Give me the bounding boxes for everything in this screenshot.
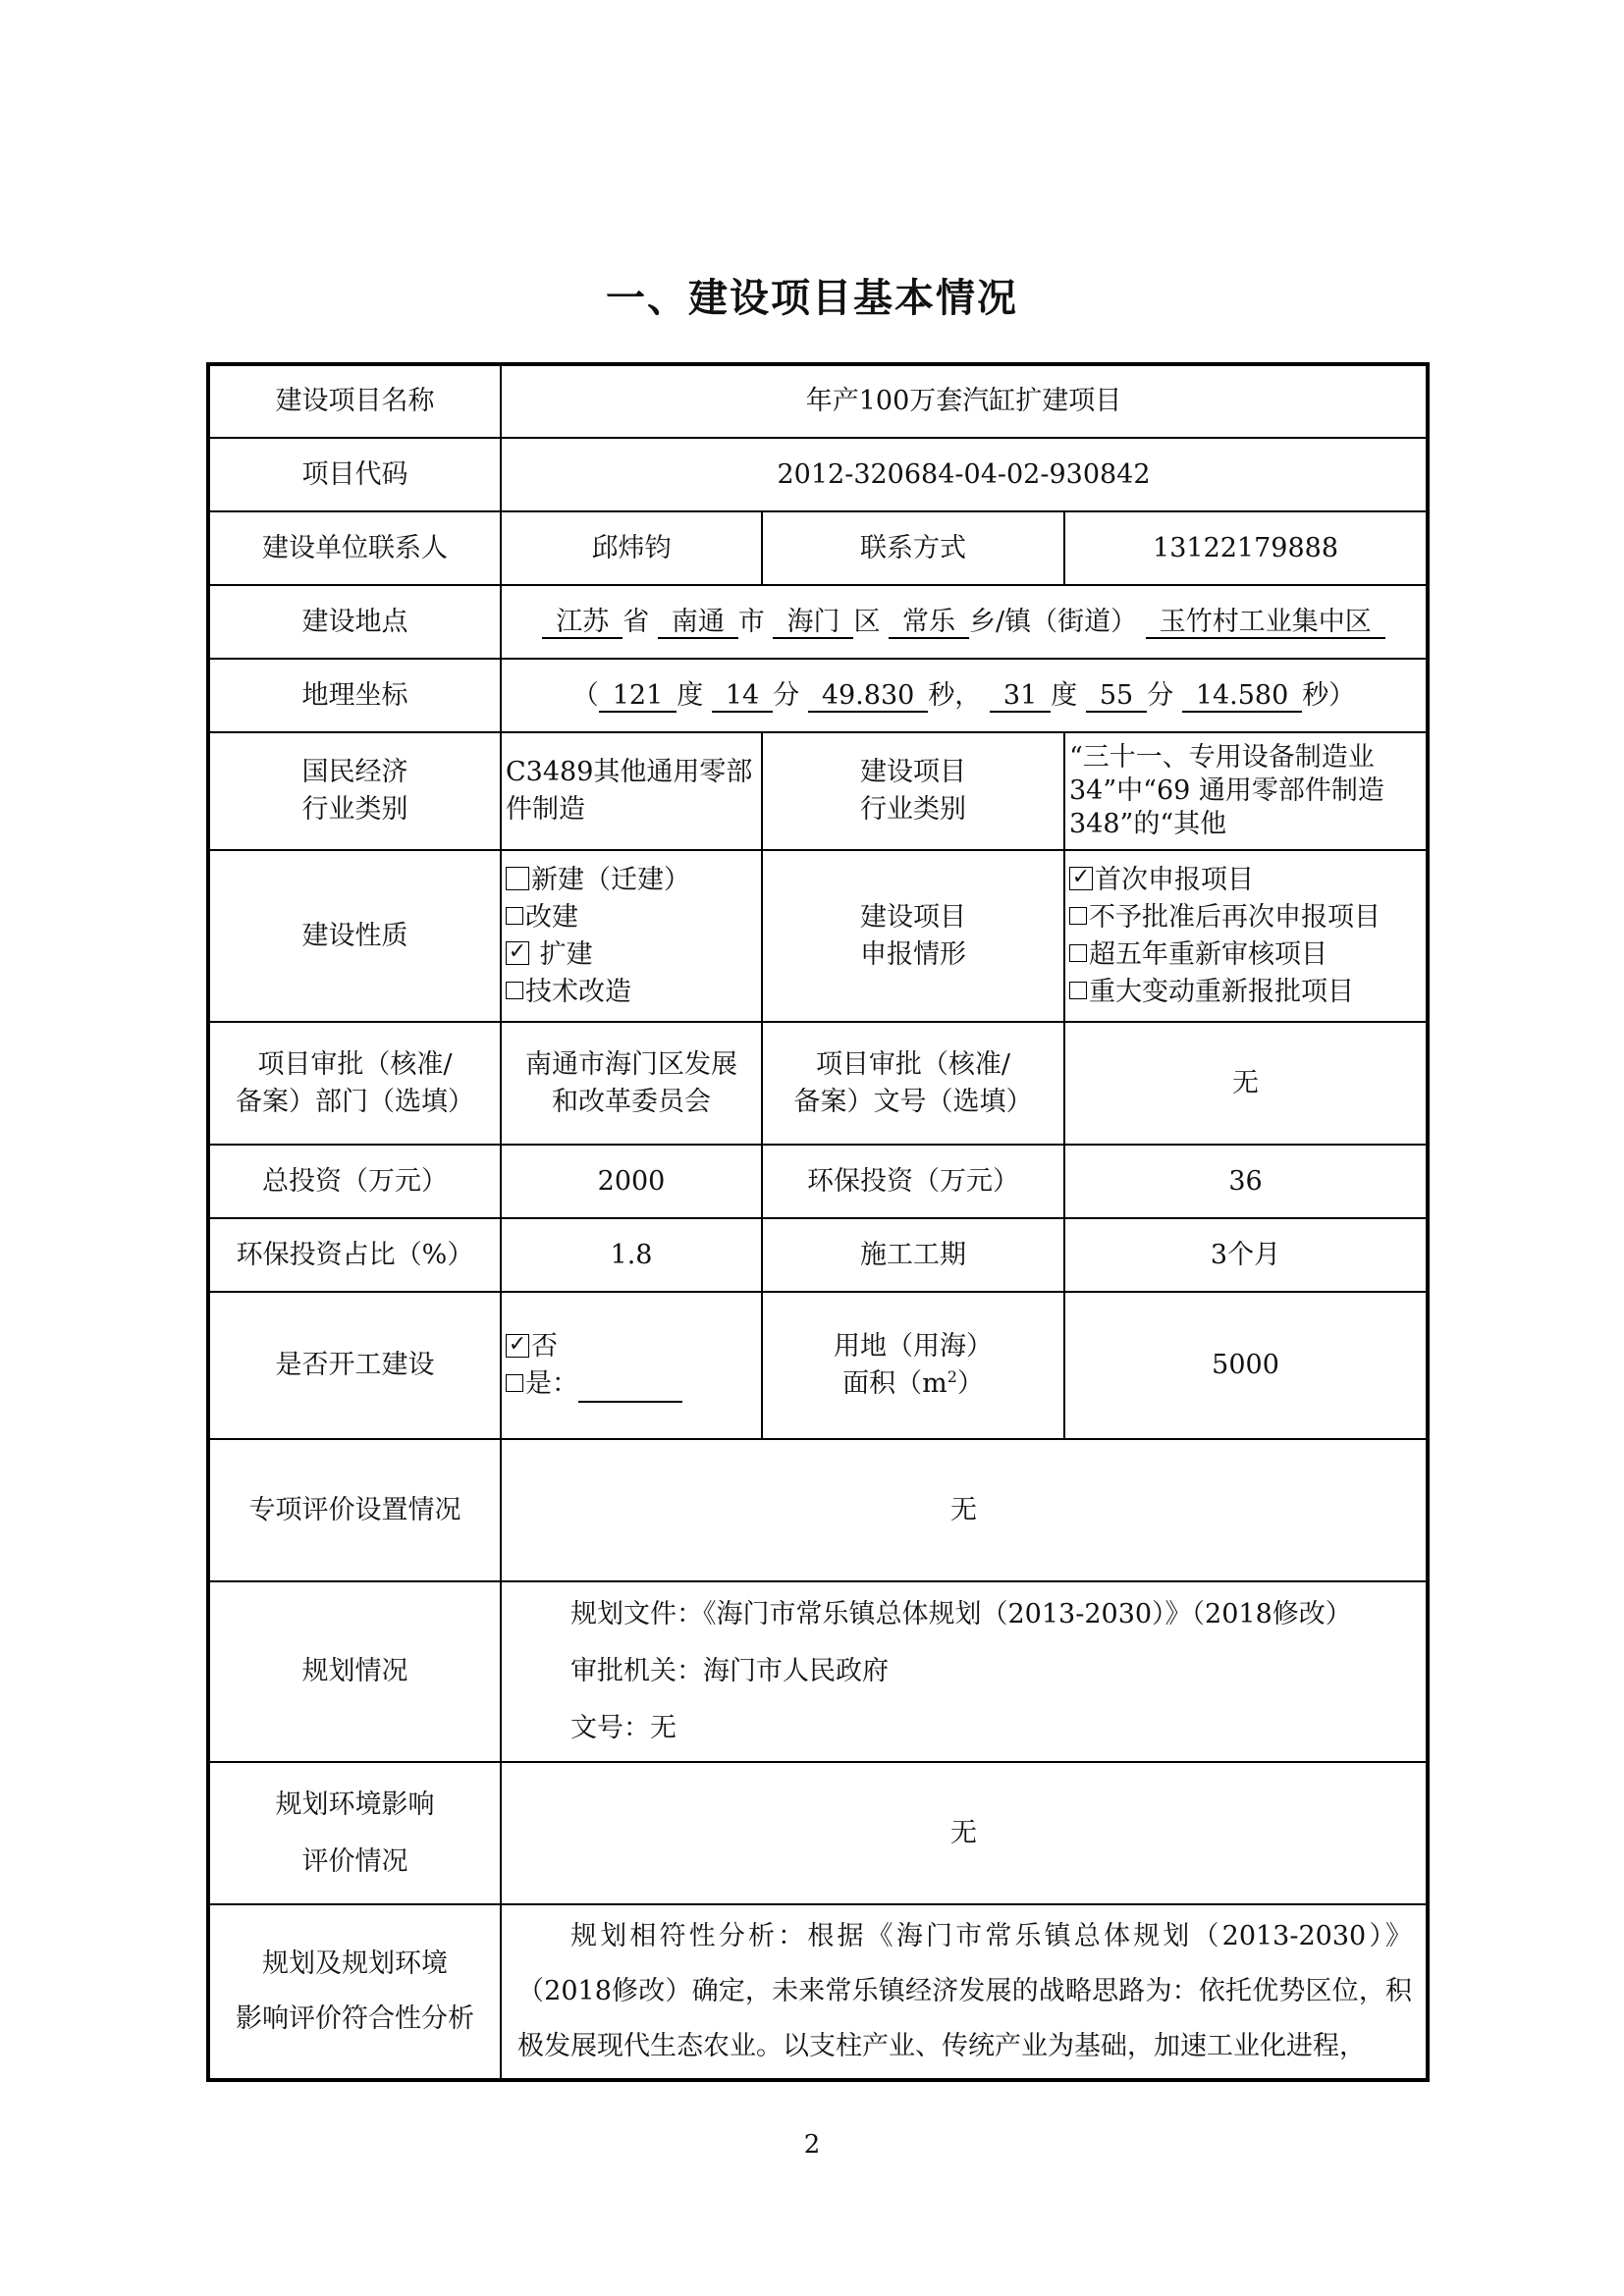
label-coords: 地理坐标 xyxy=(208,659,501,732)
label-industry-line2: 行业类别 xyxy=(301,794,408,825)
declare-option-resubmit: 不予批准后再次申报项目 xyxy=(1069,899,1426,936)
nature-option-tech: 技术改造 xyxy=(506,974,761,1011)
coords-lat-sec: 14.580 xyxy=(1182,681,1302,713)
row-started xyxy=(208,1292,1428,1439)
value-contact: 邱炜钧 xyxy=(501,511,762,585)
label-declare-line1: 建设项目 xyxy=(860,901,966,933)
checkbox-icon xyxy=(506,907,523,925)
value-special-eval: 无 xyxy=(501,1439,1428,1581)
value-location xyxy=(501,585,1428,659)
location-city-unit: 市 xyxy=(737,606,765,637)
label-conformity-line1: 规划及规划环境 xyxy=(262,1949,448,1979)
label-planning-env-line1: 规划环境影响 xyxy=(275,1789,435,1820)
label-started: 是否开工建设 xyxy=(208,1292,501,1439)
page-title: 一、建设项目基本情况 xyxy=(606,276,1018,321)
row-approval xyxy=(208,1022,1428,1145)
value-approval-dept-line2: 和改革委员会 xyxy=(552,1086,711,1117)
row-planning-env xyxy=(208,1762,1428,1904)
label-approval-dept-line1: 项目审批（核准/ xyxy=(257,1048,453,1080)
started-option-no: ✓ 否 xyxy=(506,1328,761,1365)
label-env-ratio: 环保投资占比（%） xyxy=(208,1218,501,1292)
nature-option-rebuild: 改建 xyxy=(506,899,761,936)
value-project-industry-line2: 34”中“69 通用零部件制造 xyxy=(1069,775,1384,806)
label-industry-line1: 国民经济 xyxy=(301,757,408,787)
value-planning-env: 无 xyxy=(501,1762,1428,1904)
label-industry xyxy=(208,732,501,850)
label-land-area xyxy=(762,1292,1064,1439)
label-project-industry xyxy=(762,732,1064,850)
declare-option-change: 重大变动重新报批项目 xyxy=(1069,974,1426,1011)
label-location: 建设地点 xyxy=(208,585,501,659)
coords-lat-deg-unit: 度 xyxy=(1051,679,1078,711)
label-approval-dept xyxy=(208,1022,501,1145)
checkbox-checked-icon: ✓ xyxy=(506,1334,529,1358)
coords-lon-deg: 121 xyxy=(599,681,677,713)
label-nature: 建设性质 xyxy=(208,850,501,1022)
value-env-investment: 36 xyxy=(1064,1145,1428,1218)
coords-deg-unit: 度 xyxy=(677,679,704,711)
value-project-industry xyxy=(1064,732,1428,850)
value-env-ratio: 1.8 xyxy=(501,1218,762,1292)
coords-lon-min: 14 xyxy=(712,681,773,713)
planning-authority: 审批机关：海门市人民政府 xyxy=(570,1656,889,1686)
started-option-yes: 是： xyxy=(506,1365,761,1403)
label-approval-doc-line1: 项目审批（核准/ xyxy=(815,1048,1011,1080)
value-project-name: 年产100万套汽缸扩建项目 xyxy=(501,364,1428,438)
value-project-industry-line3: 348”的“其他 xyxy=(1069,809,1227,839)
label-conformity-line2: 影响评价符合性分析 xyxy=(236,2003,474,2034)
coords-lon-sec: 49.830 xyxy=(808,681,928,713)
value-planning xyxy=(501,1581,1428,1762)
nature-option-expand: ✓ 扩建 xyxy=(506,936,761,974)
label-approval-doc xyxy=(762,1022,1064,1145)
checkbox-icon xyxy=(506,1374,523,1392)
value-started xyxy=(501,1292,762,1439)
row-investment xyxy=(208,1145,1428,1218)
label-planning-env-line2: 评价情况 xyxy=(301,1845,408,1877)
value-conformity xyxy=(501,1904,1428,2080)
location-district-unit: 区 xyxy=(853,606,881,637)
nature-option-new: 新建（迁建） xyxy=(506,862,761,899)
checkbox-icon xyxy=(506,982,523,999)
label-declare-line2: 申报情形 xyxy=(860,938,966,970)
value-nature xyxy=(501,850,762,1022)
row-planning xyxy=(208,1581,1428,1762)
label-project-industry-line2: 行业类别 xyxy=(860,794,966,825)
conformity-text: 规划相符性分析：根据《海门市常乐镇总体规划（2013-2030）》（2018修改）确定，未来常乐镇经济发展的战略思路为：依托优势区位，积极发展现代生态农业。以支柱产业、传统产业为基础，加速工业化进程， xyxy=(517,1921,1413,2061)
label-project-name: 建设项目名称 xyxy=(208,364,501,438)
started-yes-blank xyxy=(578,1375,682,1403)
label-land-area-line1: 用地（用海） xyxy=(834,1331,993,1362)
row-coords xyxy=(208,659,1428,732)
label-total-investment: 总投资（万元） xyxy=(208,1145,501,1218)
value-industry-line2: 件制造 xyxy=(506,794,585,825)
row-ratio xyxy=(208,1218,1428,1292)
project-info-table xyxy=(206,362,1430,2082)
label-contact: 建设单位联系人 xyxy=(208,511,501,585)
checkbox-checked-icon: ✓ xyxy=(506,941,529,965)
value-project-code: 2012-320684-04-02-930842 xyxy=(501,438,1428,511)
coords-lat-deg: 31 xyxy=(990,681,1051,713)
value-total-investment: 2000 xyxy=(501,1145,762,1218)
value-declare xyxy=(1064,850,1428,1022)
label-conformity xyxy=(208,1904,501,2080)
label-planning: 规划情况 xyxy=(208,1581,501,1762)
checkbox-icon xyxy=(1069,907,1087,925)
label-declare xyxy=(762,850,1064,1022)
location-site: 玉竹村工业集中区 xyxy=(1146,608,1385,639)
row-industry xyxy=(208,732,1428,850)
value-construction-period: 3个月 xyxy=(1064,1218,1428,1292)
checkbox-icon xyxy=(506,867,529,890)
value-industry xyxy=(501,732,762,850)
label-env-investment: 环保投资（万元） xyxy=(762,1145,1064,1218)
label-approval-dept-line2: 备案）部门（选填） xyxy=(236,1086,474,1117)
label-special-eval: 专项评价设置情况 xyxy=(208,1439,501,1581)
checkbox-icon xyxy=(1069,982,1087,999)
label-approval-doc-line2: 备案）文号（选填） xyxy=(793,1086,1033,1117)
label-construction-period: 施工工期 xyxy=(762,1218,1064,1292)
location-town-unit: 乡/镇（街道） xyxy=(969,606,1138,637)
coords-close: 秒） xyxy=(1302,679,1356,711)
row-contact xyxy=(208,511,1428,585)
label-land-area-line2: 面积$(m^2)$ xyxy=(842,1367,984,1399)
label-project-code: 项目代码 xyxy=(208,438,501,511)
declare-option-review: 超五年重新审核项目 xyxy=(1069,936,1426,974)
row-nature xyxy=(208,850,1428,1022)
location-district: 海门 xyxy=(773,608,853,639)
location-province: 江苏 xyxy=(542,608,623,639)
label-contact-phone: 联系方式 xyxy=(762,511,1064,585)
value-industry-line1: C3489其他通用零部 xyxy=(506,757,753,787)
value-contact-phone: 13122179888 xyxy=(1064,511,1428,585)
planning-file: 规划文件：《海门市常乐镇总体规划（2013-2030）》（2018修改） xyxy=(570,1599,1352,1629)
row-location xyxy=(208,585,1428,659)
location-city: 南通 xyxy=(658,608,738,639)
value-approval-dept-line1: 南通市海门区发展 xyxy=(525,1048,737,1080)
coords-min-unit: 分 xyxy=(773,679,800,711)
planning-doc-number: 文号：无 xyxy=(570,1713,677,1743)
row-conformity xyxy=(208,1904,1428,2080)
value-approval-dept xyxy=(501,1022,762,1145)
location-province-unit: 省 xyxy=(623,606,650,637)
declare-option-first: ✓ 首次申报项目 xyxy=(1069,862,1426,899)
row-project-code xyxy=(208,438,1428,511)
value-project-industry-line1: “三十一、专用设备制造业 xyxy=(1069,742,1375,773)
value-coords xyxy=(501,659,1428,732)
label-planning-env xyxy=(208,1762,501,1904)
value-approval-doc: 无 xyxy=(1064,1022,1428,1145)
checkbox-checked-icon: ✓ xyxy=(1069,867,1093,890)
label-project-industry-line1: 建设项目 xyxy=(860,757,966,787)
row-special-eval xyxy=(208,1439,1428,1581)
checkbox-icon xyxy=(1069,944,1087,962)
coords-lat-min: 55 xyxy=(1086,681,1147,713)
location-town: 常乐 xyxy=(889,608,969,639)
coords-open: （ xyxy=(571,679,599,711)
row-project-name xyxy=(208,364,1428,438)
page-number: 2 xyxy=(803,2130,821,2160)
value-land-area: 5000 xyxy=(1064,1292,1428,1439)
coords-sec-unit: 秒， xyxy=(928,679,982,711)
coords-lat-min-unit: 分 xyxy=(1147,679,1174,711)
